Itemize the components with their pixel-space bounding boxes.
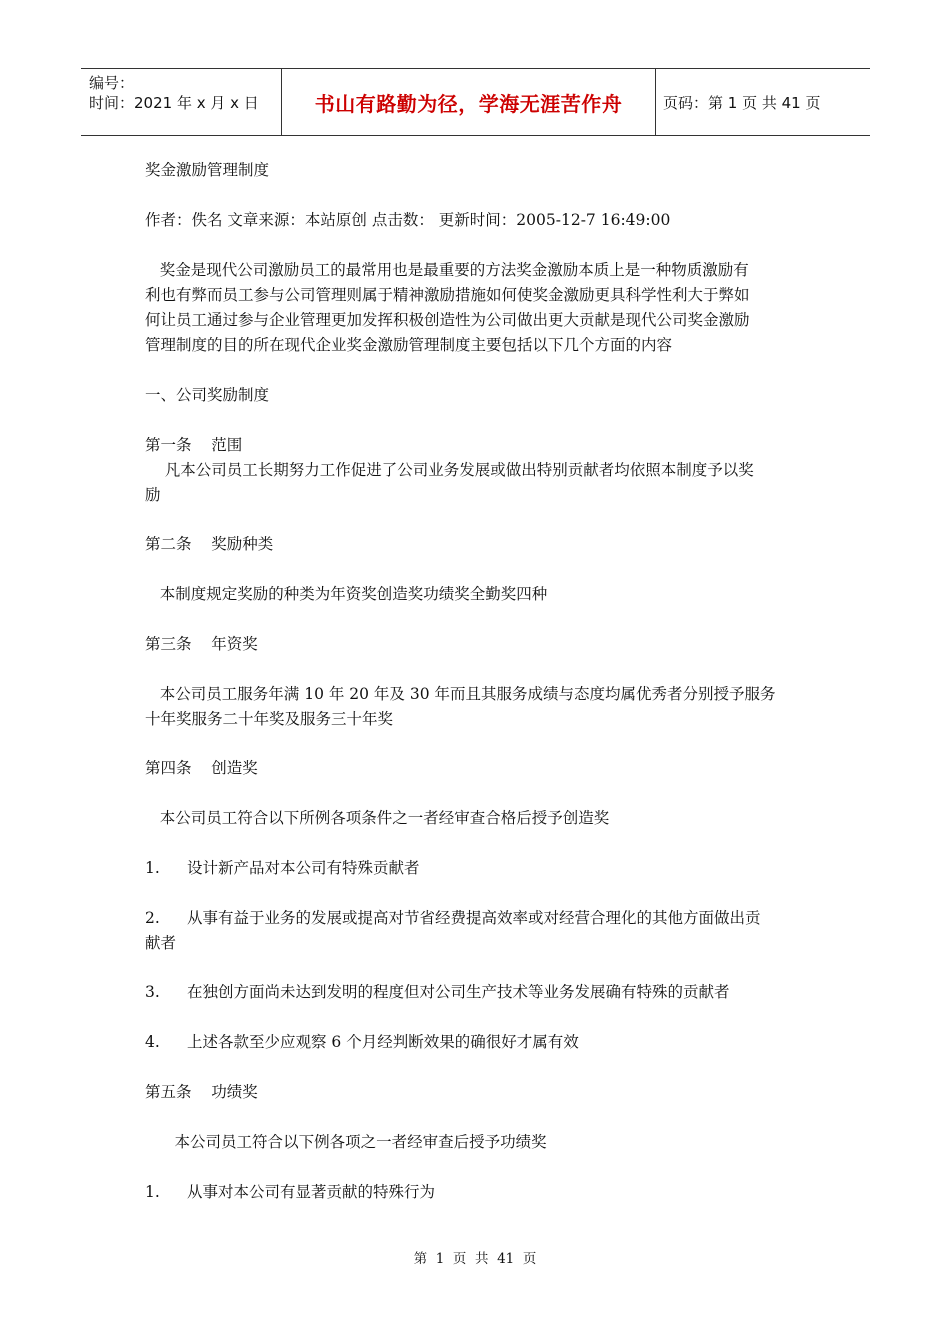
- list-item-text: 上述各款至少应观察 6 个月经判断效果的确很好才属有效: [187, 1033, 579, 1051]
- intro-line: 奖金是现代公司激励员工的最常用也是最重要的方法奖金激励本质上是一种物质激励有: [145, 261, 749, 279]
- section-heading: 一、公司奖励制度: [145, 386, 270, 404]
- document-date: 时间：2021 年 x 月 x 日: [89, 94, 259, 112]
- page-footer: 第 1 页 共 41 页: [413, 1251, 537, 1267]
- document-meta: 作者：佚名 文章来源：本站原创 点击数： 更新时间：2005-12-7 16:49:00: [145, 211, 671, 229]
- list-item-number: 2.: [145, 909, 160, 927]
- list-item-text: 从事有益于业务的发展或提高对节省经费提高效率或对经营合理化的其他方面做出贡: [187, 909, 761, 927]
- article-text-line: 凡本公司员工长期努力工作促进了公司业务发展或做出特别贡献者均依照本制度予以奖: [145, 461, 754, 479]
- article-text: 本制度规定奖励的种类为年资奖创造奖功绩奖全勤奖四种: [145, 585, 548, 603]
- header-meta-cell: [81, 69, 282, 135]
- list-item-number: 1.: [145, 1183, 160, 1201]
- list-item: [145, 856, 815, 881]
- list-item: [145, 906, 815, 931]
- list-item-number: 1.: [145, 859, 160, 877]
- document-number-label: 编号：: [89, 74, 135, 92]
- header-page-cell: [656, 69, 870, 135]
- article-text-line: 本公司员工服务年满 10 年 20 年及 30 年而且其服务成绩与态度均属优秀者分别授予服务: [145, 685, 776, 703]
- article-text: 本公司员工符合以下例各项之一者经审查后授予功绩奖: [145, 1133, 547, 1151]
- list-item: [145, 1030, 815, 1055]
- list-item-number: 3.: [145, 983, 160, 1001]
- list-item-number: 4.: [145, 1033, 160, 1051]
- article-text: 本公司员工符合以下所例各项条件之一者经审查合格后授予创造奖: [145, 809, 610, 827]
- article-title: 第三条 年资奖: [145, 635, 258, 653]
- list-item-text: 在独创方面尚未达到发明的程度但对公司生产技术等业务发展确有特殊的贡献者: [187, 983, 730, 1001]
- document-title: 奖金激励管理制度: [145, 161, 270, 179]
- header-motto: 书山有路勤为径，学海无涯苦作舟: [314, 91, 623, 116]
- page-header: [81, 68, 870, 136]
- list-item: [145, 980, 815, 1005]
- intro-line: 管理制度的目的所在现代企业奖金激励管理制度主要包括以下几个方面的内容: [145, 336, 673, 354]
- article-text-line: 励: [145, 486, 161, 504]
- article-title: 第四条 创造奖: [145, 759, 258, 777]
- article-title: 第一条 范围: [145, 436, 243, 454]
- list-item-text: 设计新产品对本公司有特殊贡献者: [187, 859, 420, 877]
- intro-line: 何让员工通过参与企业管理更加发挥积极创造性为公司做出更大贡献是现代公司奖金激励: [145, 311, 750, 329]
- header-motto-cell: [282, 69, 656, 135]
- article-title: 第二条 奖励种类: [145, 535, 274, 553]
- article-text-line: 十年奖服务二十年奖及服务三十年奖: [145, 710, 394, 728]
- list-item-text: 从事对本公司有显著贡献的特殊行为: [187, 1183, 436, 1201]
- list-item: [145, 1180, 815, 1205]
- header-page-info: 页码：第 1 页 共 41 页: [663, 93, 821, 112]
- intro-line: 利也有弊而员工参与公司管理则属于精神激励措施如何使奖金激励更具科学性利大于弊如: [145, 286, 750, 304]
- list-item-continuation: 献者: [145, 934, 177, 952]
- article-title: 第五条 功绩奖: [145, 1083, 258, 1101]
